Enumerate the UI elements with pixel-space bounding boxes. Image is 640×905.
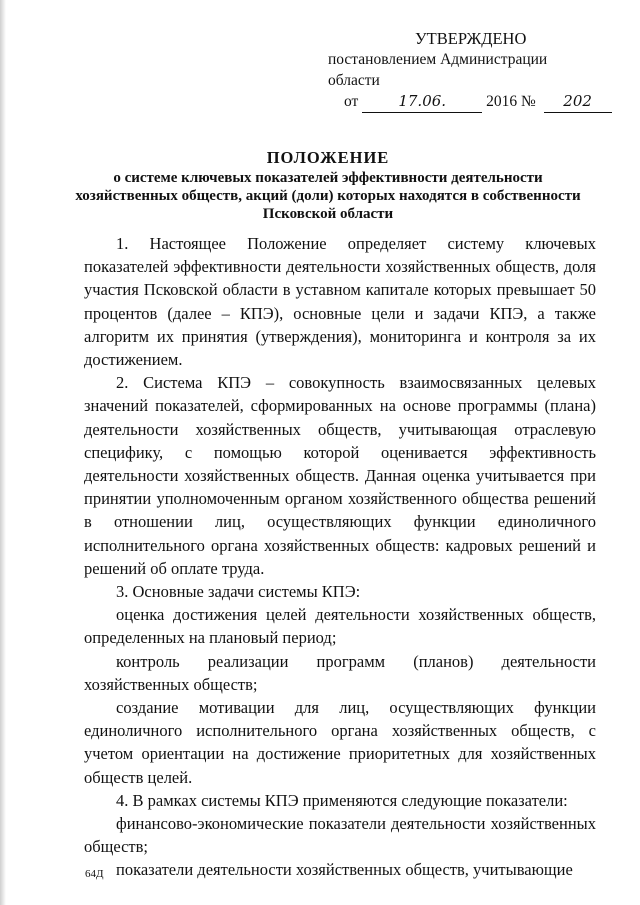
title-line-2: хозяйственных обществ, акций (доли) которых находятся в собственности xyxy=(75,188,581,204)
handwritten-number: 202 xyxy=(544,91,612,113)
document-body xyxy=(84,232,596,882)
title-line-1: о системе ключевых показателей эффективности деятельности xyxy=(113,170,543,186)
approved-label: УТВЕРЖДЕНО xyxy=(415,29,527,48)
year-number-label: 2016 № xyxy=(486,93,536,110)
paragraph-3: 3. Основные задачи системы КПЭ: xyxy=(116,582,361,602)
task-item-3: создание мотивации для лиц, осуществляющих функции единоличного исполнительного органа хозяйственных обществ, с учетом ориентации на достижение приоритетных для хозяйственных обществ целей. xyxy=(84,698,596,787)
decree-date-line xyxy=(318,91,598,113)
paragraph-1: 1. Настоящее Положение определяет систему ключевых показателей эффективности деятельности хозяйственных обществ, доля участия Псковской области в уставном капитале которых превышает 50 процентов (далее – КПЭ), основные цели и задачи КПЭ, а также алгоритм их принятия (утверждения), мониторинга и контроля за их достижением. xyxy=(84,234,596,370)
page-footer-code: 64Д xyxy=(85,868,104,880)
handwritten-date: 17.06. xyxy=(362,91,482,113)
from-label: от xyxy=(344,93,359,110)
decree-line: постановлением Администрации области xyxy=(328,51,548,89)
document-title xyxy=(60,149,596,223)
paragraph-2: 2. Система КПЭ – совокупность взаимосвязанных целевых значений показателей, сформированных на основе программы (плана) деятельности хозяйственных обществ, учитывающая отраслевую специфику, с помощью которой оценивается эффективность деятельности хозяйственных обществ. Данная оценка учитывается при принятии уполномоченным органом хозяйственного общества решений в отношении лиц, осуществляющих функции единоличного исполнительного органа хозяйственных обществ: кадровых решений и решений об оплате труда. xyxy=(84,373,596,578)
scan-edge-shadow xyxy=(0,0,6,905)
indicator-item-1: финансово-экономические показатели деятельности хозяйственных обществ; xyxy=(84,814,596,857)
title-line-3: Псковской области xyxy=(262,206,394,222)
task-item-1: оценка достижения целей деятельности хозяйственных обществ, определенных на плановый период; xyxy=(84,605,596,648)
paragraph-4: 4. В рамках системы КПЭ применяются следующие показатели: xyxy=(116,790,568,810)
indicator-item-2: показатели деятельности хозяйственных обществ, учитывающие xyxy=(116,860,573,880)
task-item-2: контроль реализации программ (планов) деятельности хозяйственных обществ; xyxy=(84,651,596,694)
approval-stamp-block xyxy=(318,28,598,113)
title-heading: ПОЛОЖЕНИЕ xyxy=(266,148,390,167)
